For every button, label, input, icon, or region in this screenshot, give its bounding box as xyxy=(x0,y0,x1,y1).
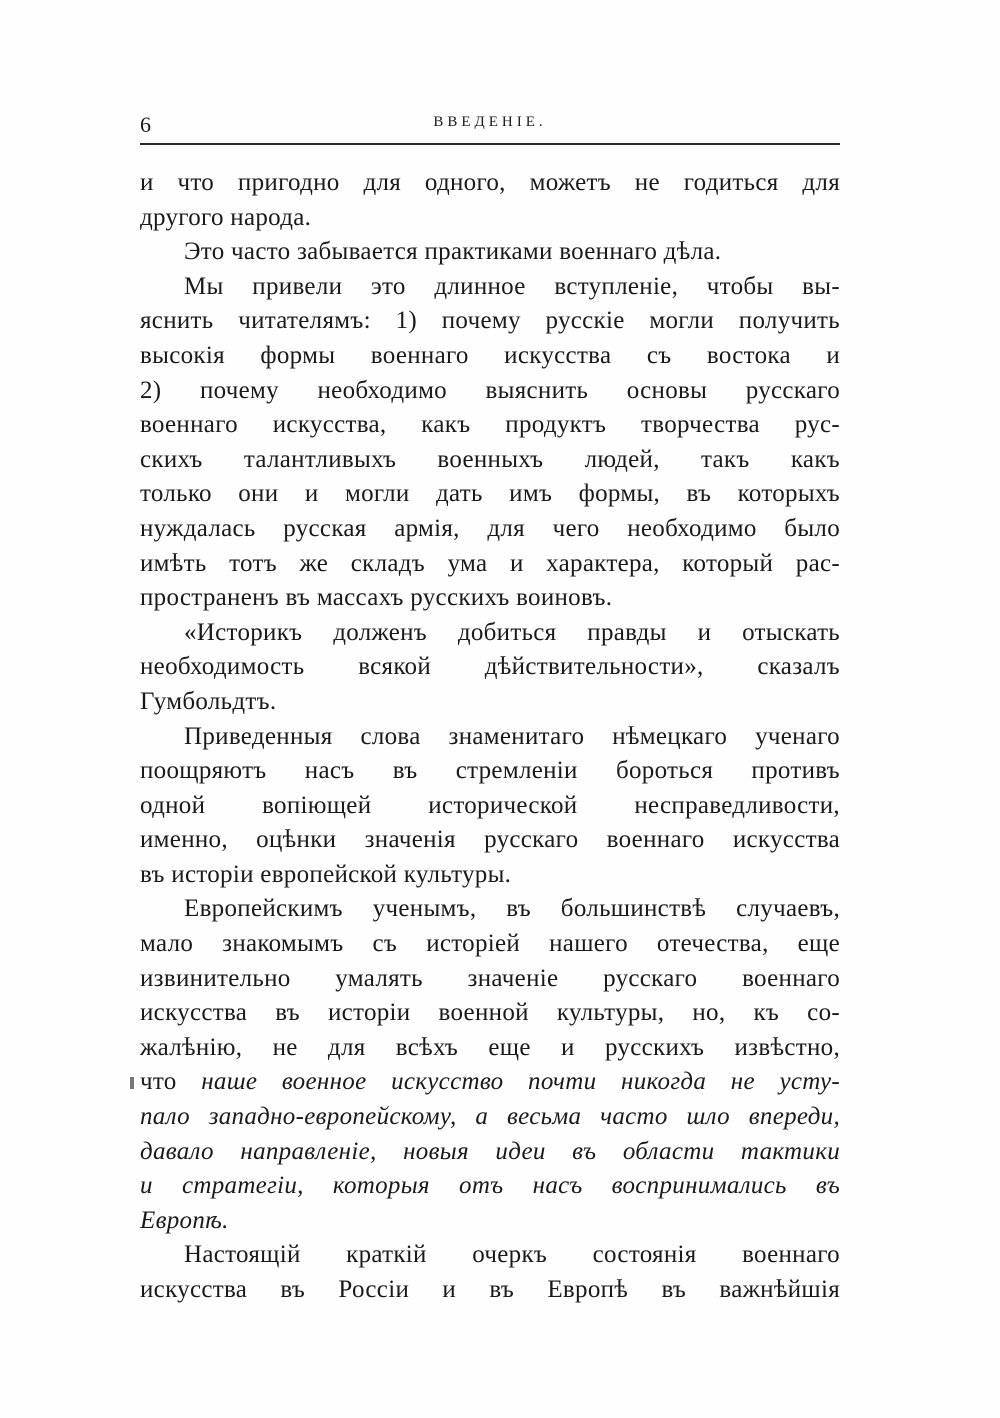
text-line: мало знакомымъ съ исторіей нашего отечества, еще xyxy=(140,930,840,958)
page-number: 6 xyxy=(140,112,151,137)
text-line: «Историкъ долженъ добиться правды и отыскать xyxy=(184,618,840,646)
text-line: имѣть тотъ же складъ ума и характера, который рас- xyxy=(140,549,840,577)
text-line-italic: пало западно-европейскому, а весьма часто шло впереди, xyxy=(140,1103,840,1131)
text-line: только они и могли дать имъ формы, въ которыхъ xyxy=(140,480,840,508)
text-line: и что пригодно для одного, можетъ не годиться для xyxy=(140,169,840,196)
text-line: военнаго искусства, какъ продуктъ творчества рус- xyxy=(140,411,840,439)
text-line: другого народа. xyxy=(140,203,312,231)
text-line: извинительно умалять значеніе русскаго военнаго xyxy=(140,964,840,992)
body-text xyxy=(140,166,840,1308)
text-line: Мы привели это длинное вступленіе, чтобы вы- xyxy=(184,272,840,300)
text-line: поощряютъ насъ въ стремленіи бороться противъ xyxy=(140,757,840,785)
text-line: въ исторіи европейской культуры. xyxy=(140,860,512,888)
text-line: Это часто забывается практиками военнаго дѣла. xyxy=(184,238,722,266)
text-line: именно, оцѣнки значенія русскаго военнаго искусства xyxy=(140,826,840,854)
running-title: ВВЕДЕНІЕ. xyxy=(433,114,547,130)
text-line: высокія формы военнаго искусства съ востока и xyxy=(140,341,840,369)
page-header xyxy=(140,112,840,144)
text-line: Гумбольдтъ. xyxy=(140,687,277,715)
header-rule xyxy=(140,143,840,145)
text-line: искусства въ исторіи военной культуры, но, къ со- xyxy=(140,999,840,1027)
text-line: искусства въ Россіи и въ Европѣ въ важнѣйшія xyxy=(140,1276,840,1303)
text-line-italic: давало направленіе, новыя идеи въ области тактики xyxy=(140,1137,840,1165)
text-segment-roman: что xyxy=(140,1068,177,1096)
text-line: яснить читателямъ: 1) почему русскіе могли получить xyxy=(140,307,840,335)
text-line: Настоящій краткій очеркъ состоянія военнаго xyxy=(184,1241,840,1269)
text-line: пространенъ въ массахъ русскихъ воиновъ. xyxy=(140,584,613,612)
margin-mark xyxy=(130,1077,134,1089)
text-line: скихъ талантливыхъ военныхъ людей, такъ какъ xyxy=(140,445,840,473)
text-line-italic: Европѣ. xyxy=(140,1206,229,1234)
text-line: одной вопіющей исторической несправедливости, xyxy=(140,791,840,819)
text-line-mixed xyxy=(140,1065,840,1100)
text-line: нуждалась русская армія, для чего необходимо было xyxy=(140,514,840,542)
text-line: Приведенныя слова знаменитаго нѣмецкаго ученаго xyxy=(184,722,840,750)
text-segment-italic: наше военное искусство почти никогда не усту- xyxy=(201,1068,840,1096)
text-line: 2) почему необходимо выяснить основы русскаго xyxy=(140,376,840,404)
text-line: необходимость всякой дѣйствительности», сказалъ xyxy=(140,653,840,681)
text-line: жалѣнію, не для всѣхъ еще и русскихъ извѣстно, xyxy=(140,1033,840,1061)
text-line-italic: и стратегіи, которыя отъ насъ воспринимались въ xyxy=(140,1172,840,1200)
text-line: Европейскимъ ученымъ, въ большинствѣ случаевъ, xyxy=(184,895,840,923)
